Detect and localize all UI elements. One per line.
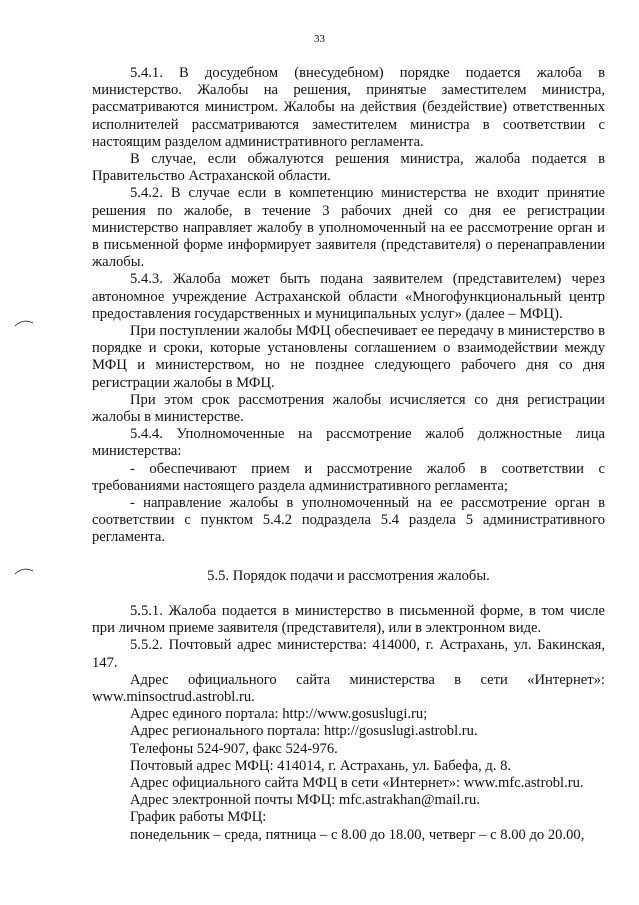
document-body — [92, 65, 605, 844]
paragraph: При этом срок рассмотрения жалобы исчисляется со дня регистрации жалобы в министерстве. — [92, 391, 605, 426]
list-item: - направление жалобы в уполномоченный на ее рассмотрение орган в соответствии с пунктом 5.4.2 подраздела 5.4 раздела 5 административного регламента. — [92, 495, 605, 546]
single-portal-address: Адрес единого портала: http://www.gosuslugi.ru; — [130, 706, 428, 723]
section-heading: 5.5. Порядок подачи и рассмотрения жалобы. — [207, 567, 490, 584]
ministry-website: Адрес официального сайта министерства в сети «Интернет»: www.minsoctrud.astrobl.ru. — [92, 671, 605, 705]
paragraph: При поступлении жалобы МФЦ обеспечивает ее передачу в министерство в порядке и сроки, которые установлены соглашением о взаимодействии между МФЦ и министерством, но не позднее следующего рабочего дня со дня регистрации жалобы в МФЦ. — [92, 323, 605, 391]
paragraph: В случае, если обжалуются решения министра, жалоба подается в Правительство Астраханской области. — [92, 151, 605, 185]
margin-mark-icon — [14, 566, 34, 576]
mfc-email: Адрес электронной почты МФЦ: mfc.astrakhan@mail.ru. — [130, 792, 480, 809]
mfc-schedule-line: понедельник – среда, пятница – с 8.00 до 18.00, четверг – с 8.00 до 20.00, — [130, 826, 585, 843]
mfc-schedule-title: График работы МФЦ: — [130, 809, 267, 826]
mfc-website: Адрес официального сайта МФЦ в сети «Интернет»: www.mfc.astrobl.ru. — [130, 774, 584, 791]
paragraph-5-4-2: 5.4.2. В случае если в компетенцию министерства не входит принятие решения по жалобе, в течение 3 рабочих дней со дня ее регистрации министерство направляет жалобу в уполномоченный на ее рассмотрение орган и в письменной форме информирует заявителя (представителя) о перенаправлении жалобы. — [92, 185, 605, 271]
paragraph-5-4-4: 5.4.4. Уполномоченные на рассмотрение жалоб должностные лица министерства: — [92, 426, 605, 460]
phones: Телефоны 524-907, факс 524-976. — [130, 740, 338, 757]
page-number: 33 — [314, 33, 325, 45]
mfc-postal-address: Почтовый адрес МФЦ: 414014, г. Астрахань, ул. Бабефа, д. 8. — [130, 757, 512, 774]
paragraph-5-4-1: 5.4.1. В досудебном (внесудебном) порядке подается жалоба в министерство. Жалобы на решения, принятые заместителем министра, рассматриваются министром. Жалобы на действия (бездействие) ответственных исполнителей рассматриваются заместителем министра в соответствии с настоящим разделом административного регламента. — [92, 65, 605, 150]
paragraph-5-5-1: 5.5.1. Жалоба подается в министерство в письменной форме, в том числе при личном приеме заявителя (представителя), или в электронном виде. — [92, 602, 605, 637]
paragraph-5-4-3: 5.4.3. Жалоба может быть подана заявителем (представителем) через автономное учреждение Астраханской области «Многофункциональный центр предоставления государственных и муниципальных услуг» (далее – МФЦ). — [92, 271, 605, 322]
paragraph-5-5-2: 5.5.2. Почтовый адрес министерства: 414000, г. Астрахань, ул. Бакинская, 147. — [92, 637, 605, 671]
regional-portal-address: Адрес регионального портала: http://gosuslugi.astrobl.ru. — [130, 723, 478, 740]
list-item: - обеспечивают прием и рассмотрение жалоб в соответствии с требованиями настоящего раздела административного регламента; — [92, 460, 605, 494]
margin-mark-icon — [14, 318, 34, 328]
